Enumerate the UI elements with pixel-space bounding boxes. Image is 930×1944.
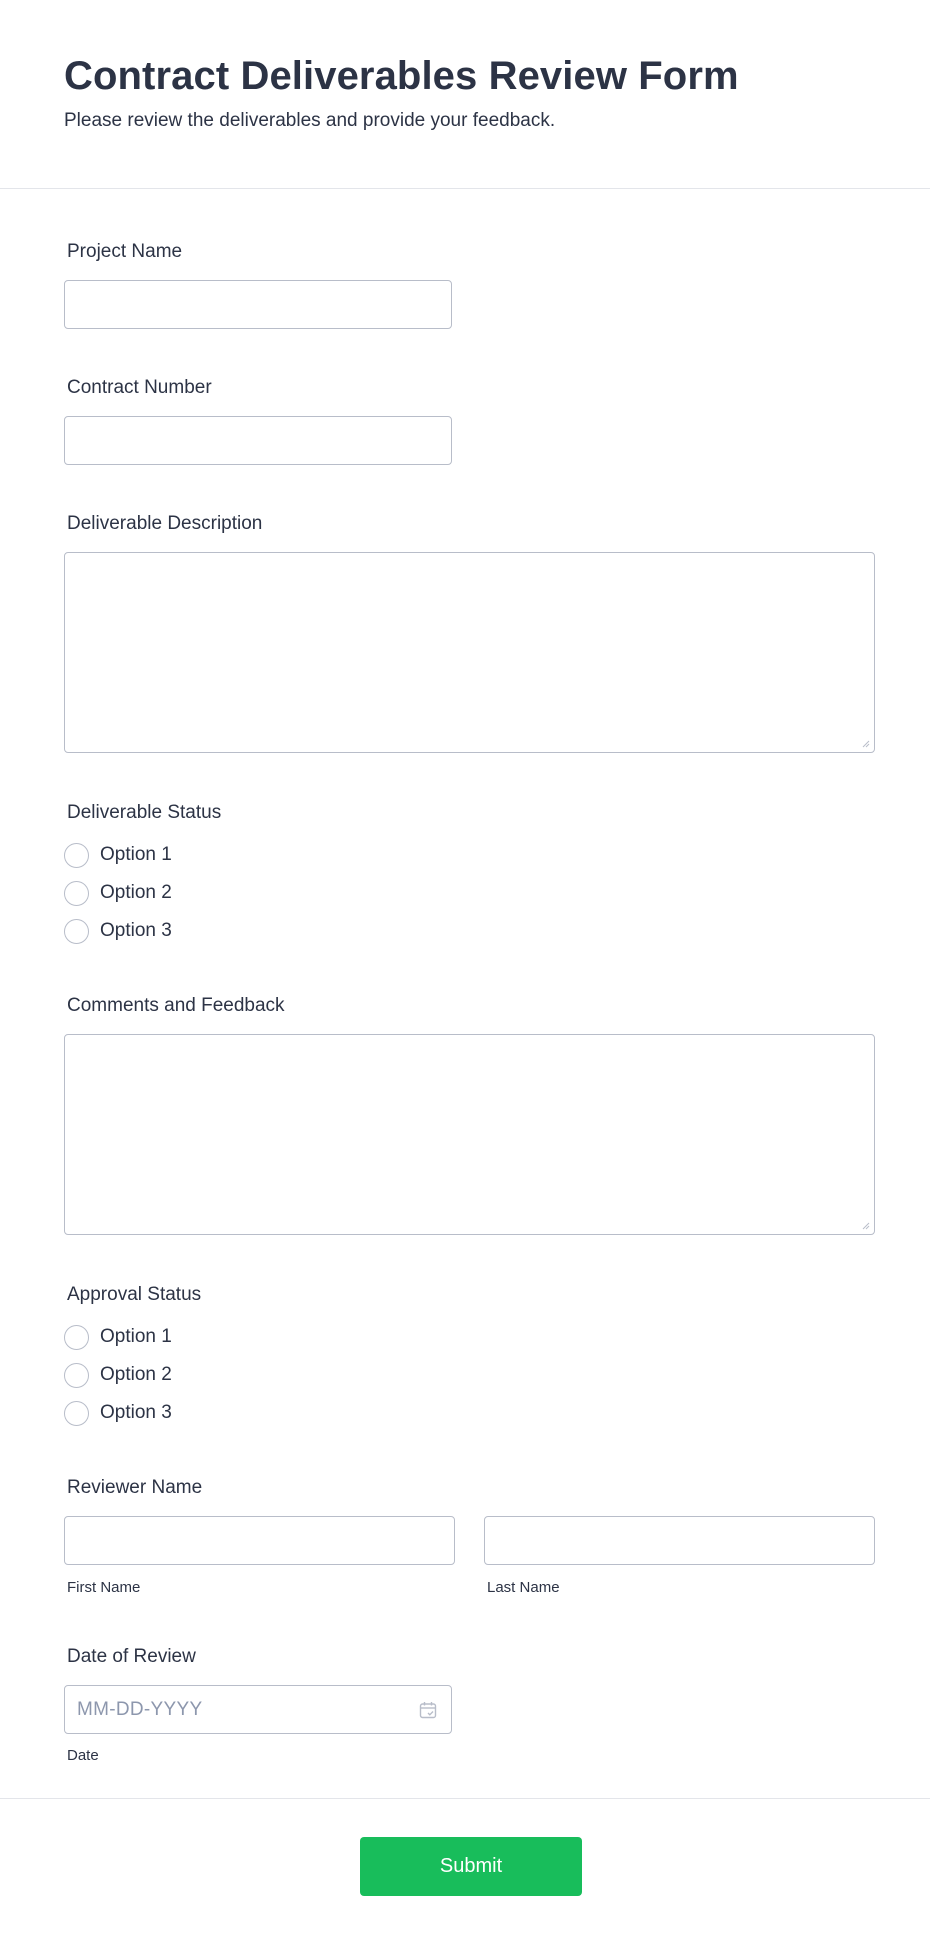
approval-status-label: Approval Status bbox=[67, 1284, 202, 1305]
deliverable-status-label: Deliverable Status bbox=[67, 802, 222, 823]
radio-option-label: Option 1 bbox=[100, 1326, 172, 1347]
radio-option-label: Option 2 bbox=[100, 882, 172, 903]
radio-button[interactable] bbox=[64, 881, 89, 906]
radio-button[interactable] bbox=[64, 1401, 89, 1426]
radio-button[interactable] bbox=[64, 919, 89, 944]
deliverable-status-option-2[interactable] bbox=[64, 880, 172, 906]
first-name-sublabel: First Name bbox=[67, 1579, 141, 1596]
radio-button[interactable] bbox=[64, 843, 89, 868]
deliverable-status-option-1[interactable] bbox=[64, 842, 172, 868]
resize-grip-icon[interactable] bbox=[862, 740, 870, 748]
date-of-review-label: Date of Review bbox=[67, 1646, 196, 1667]
project-name-label: Project Name bbox=[67, 241, 183, 262]
project-name-input[interactable] bbox=[64, 280, 452, 329]
form-header bbox=[0, 0, 930, 189]
form-title: Contract Deliverables Review Form bbox=[64, 54, 739, 98]
approval-status-option-2[interactable] bbox=[64, 1362, 172, 1388]
date-placeholder: MM-DD-YYYY bbox=[77, 1698, 203, 1720]
radio-option-label: Option 1 bbox=[100, 844, 172, 865]
form-subtitle: Please review the deliverables and provide your feedback. bbox=[64, 110, 556, 131]
radio-option-label: Option 2 bbox=[100, 1364, 172, 1385]
form-footer bbox=[0, 1799, 930, 1944]
resize-grip-icon[interactable] bbox=[862, 1222, 870, 1230]
submit-button[interactable]: Submit bbox=[360, 1837, 582, 1896]
reviewer-last-name-input[interactable] bbox=[484, 1516, 875, 1565]
radio-option-label: Option 3 bbox=[100, 1402, 172, 1423]
approval-status-option-3[interactable] bbox=[64, 1400, 172, 1426]
form-body bbox=[0, 189, 930, 1799]
radio-button[interactable] bbox=[64, 1363, 89, 1388]
comments-feedback-label: Comments and Feedback bbox=[67, 995, 285, 1016]
reviewer-first-name-input[interactable] bbox=[64, 1516, 455, 1565]
last-name-sublabel: Last Name bbox=[487, 1579, 560, 1596]
approval-status-option-1[interactable] bbox=[64, 1324, 172, 1350]
calendar-icon[interactable] bbox=[419, 1701, 437, 1719]
comments-feedback-textarea[interactable] bbox=[64, 1034, 875, 1235]
deliverable-status-option-3[interactable] bbox=[64, 918, 172, 944]
date-sublabel: Date bbox=[67, 1747, 99, 1764]
deliverable-description-label: Deliverable Description bbox=[67, 513, 263, 534]
contract-number-label: Contract Number bbox=[67, 377, 212, 398]
reviewer-name-label: Reviewer Name bbox=[67, 1477, 203, 1498]
radio-option-label: Option 3 bbox=[100, 920, 172, 941]
radio-button[interactable] bbox=[64, 1325, 89, 1350]
deliverable-description-textarea[interactable] bbox=[64, 552, 875, 753]
contract-number-input[interactable] bbox=[64, 416, 452, 465]
date-of-review-input[interactable] bbox=[64, 1685, 452, 1734]
